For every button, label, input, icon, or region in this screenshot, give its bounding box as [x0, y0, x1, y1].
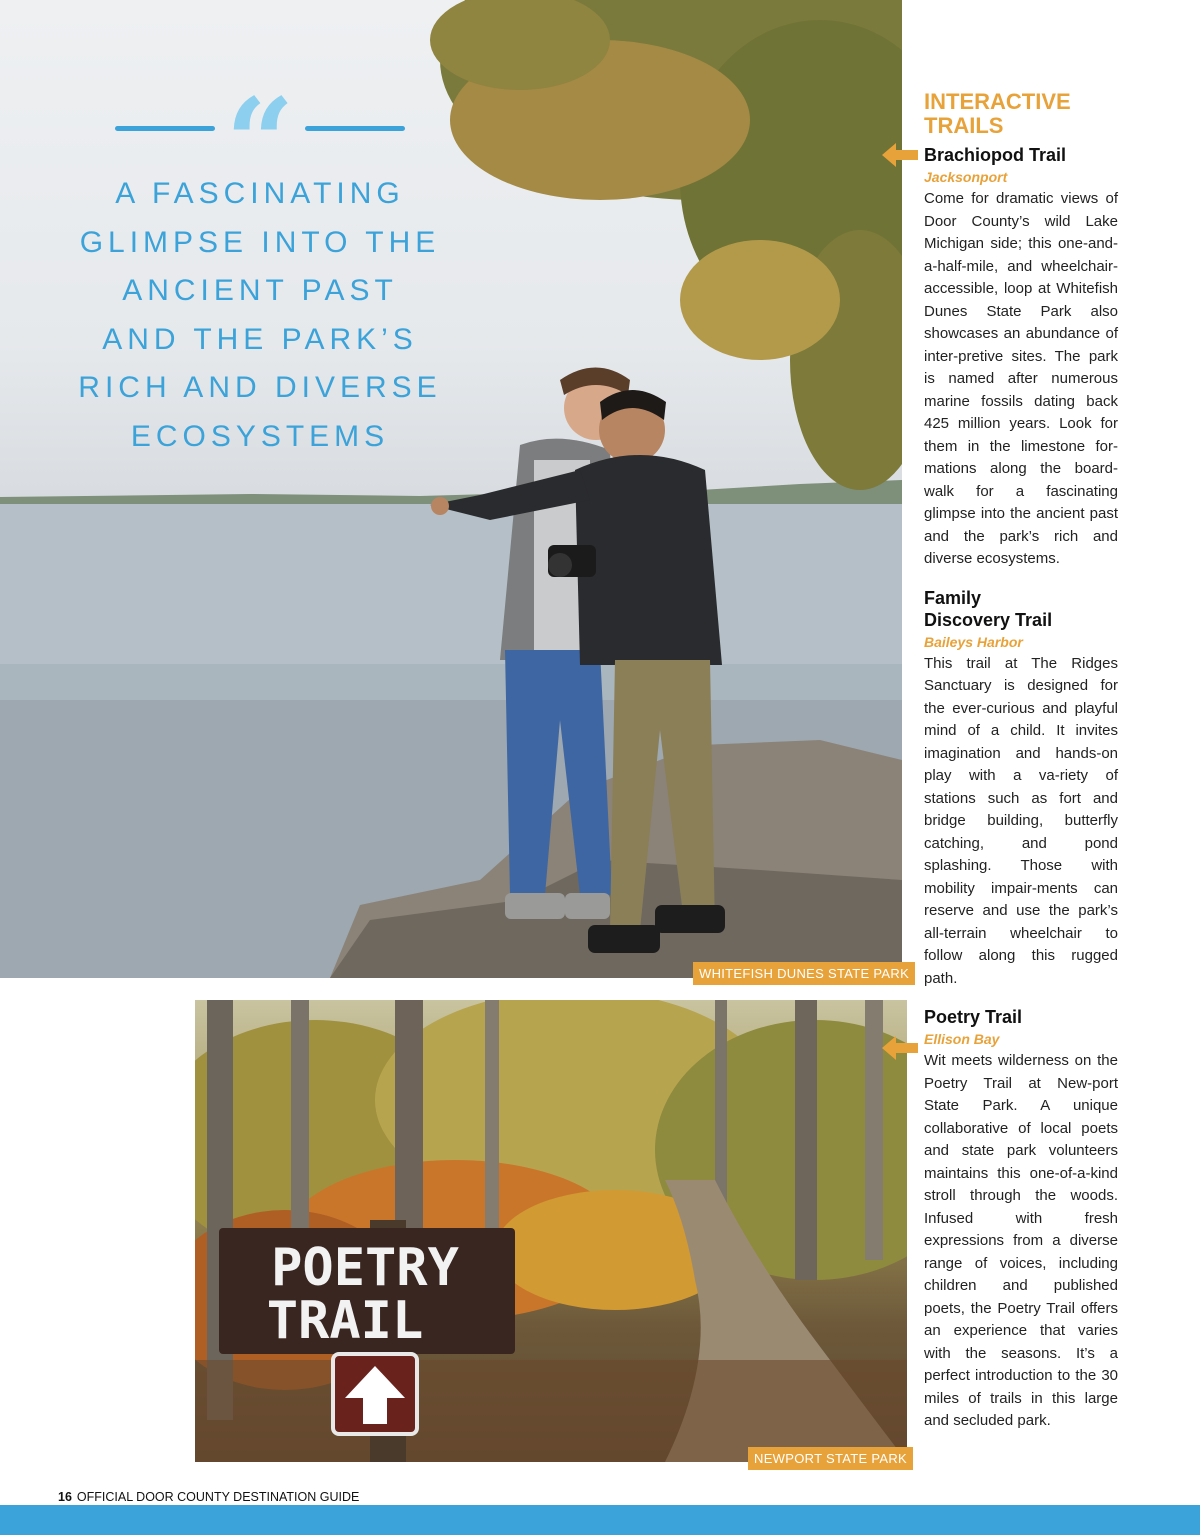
trail-family-discovery [924, 587, 1118, 991]
trail-description: Wit meets wilderness on the Poetry Trail at New-port State Park. A unique collaborative of local poets and state park volunteers maintains this one-of-a-kind stroll through the woods. Infused with fresh expressions from a diverse range of voices, including children and published poets, the Poetry Trail offers an experience that varies with the seasons. It’s a perfect introduction to the 30 miles of trails in this large and secluded park. [924, 1052, 1118, 1429]
quote-line: RICH AND DIVERSE [78, 371, 442, 404]
section-heading-line: INTERACTIVE [924, 89, 1071, 114]
quote-line: AND THE PARK’S [102, 322, 418, 356]
trail-description: This trail at The Ridges Sanctuary is designed for the ever-curious and playful mind of a child. It invites imagination and hands-on play with a va-riety of stations such as fort and bridge building, butterfly catching, and pond splashing. Those with mobility impair-ments can reserve and use the park’s all-terrain wheelchair to follow along this rugged path. [924, 654, 1118, 987]
left-arrow-icon [882, 143, 918, 167]
quote-mark-icon: “ [225, 72, 295, 213]
section-heading [924, 90, 1118, 138]
forest-illustration [195, 1000, 907, 1462]
quote-text [60, 170, 460, 461]
quote-line: A FASCINATING [115, 177, 405, 210]
page-number: 16 [58, 1490, 72, 1504]
left-arrow-icon [882, 1036, 918, 1060]
hero-photo [0, 0, 902, 978]
trail-location: Ellison Bay [924, 1031, 1000, 1047]
trail-brachiopod [924, 144, 1118, 571]
trail-title: Brachiopod Trail [924, 145, 1067, 165]
trail-title-line: Discovery Trail [924, 609, 1053, 630]
trail-location: Jacksonport [924, 169, 1008, 185]
trail-title: Poetry Trail [924, 1007, 1023, 1027]
interactive-trails-sidebar [924, 90, 1118, 1449]
trail-location: Baileys Harbor [924, 633, 1023, 650]
quote-line: ANCIENT PAST [122, 274, 398, 307]
footer-bar [0, 1505, 1200, 1535]
poetry-trail-photo [195, 1000, 907, 1462]
trail-title [924, 587, 1118, 631]
trail-description: Come for dramatic views of Door County’s wild Lake Michigan side; this one-and-a-half-mile, and wheelchair-accessible, loop at Whitefish Dunes State Park also showcases an abundance of inter-pretive sites. The park is named after numerous marine fossils dating back 425 million years. Look for them in the limestone for-mations along the board-walk for a fascinating glimpse into the ancient past and the park’s rich and diverse ecosystems. [924, 190, 1118, 567]
publication-title: OFFICIAL DOOR COUNTY DESTINATION GUIDE [76, 1490, 360, 1504]
sign-text-line2: TRAIL [266, 1291, 424, 1351]
quote-line: ECOSYSTEMS [130, 419, 390, 453]
photo-credit-top: WHITEFISH DUNES STATE PARK [693, 962, 915, 985]
sign-text-line1: POETRY [271, 1238, 459, 1298]
quote-rule-right [305, 126, 405, 131]
trail-title-line: Family [924, 587, 982, 608]
photo-credit-bottom: NEWPORT STATE PARK [748, 1447, 913, 1470]
trail-poetry [924, 1006, 1118, 1433]
page-folio [58, 1490, 359, 1504]
section-heading-line: TRAILS [924, 113, 1004, 138]
pull-quote [60, 72, 460, 461]
quote-rule-left [115, 126, 215, 131]
quote-line: GLIMPSE INTO THE [79, 225, 441, 259]
